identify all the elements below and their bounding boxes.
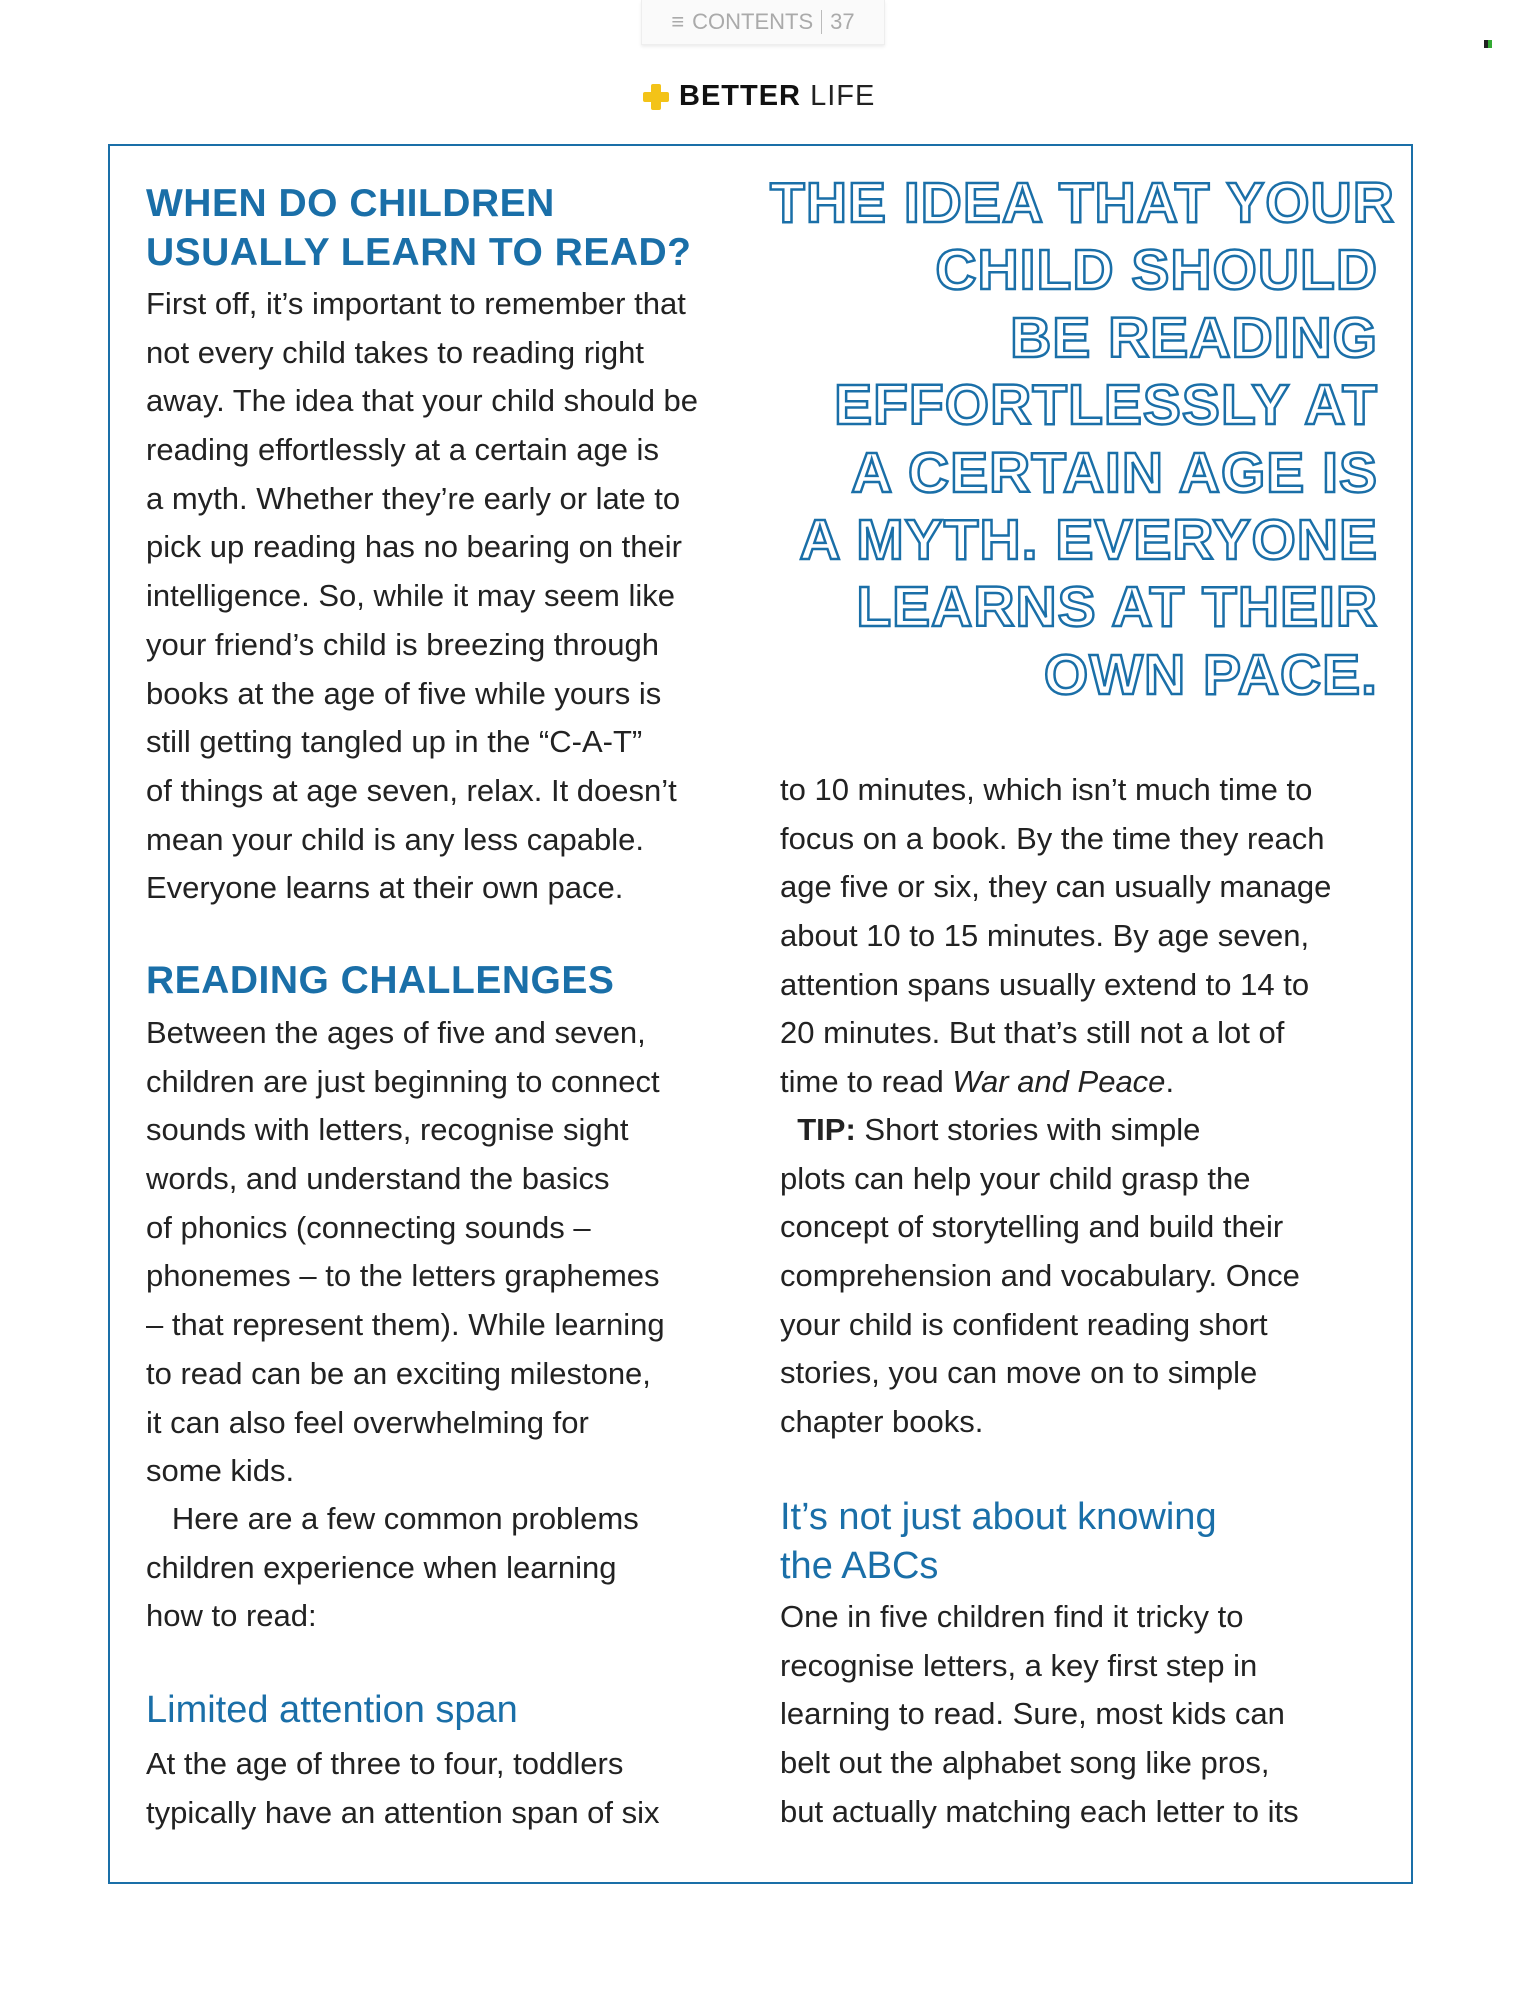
text-line: Here are a few common problems (146, 1501, 639, 1536)
text-line: sounds with letters, recognise sight (146, 1112, 629, 1148)
text-line: READING CHALLENGES (146, 959, 615, 1002)
text-line: plots can help your child grasp the (780, 1160, 1251, 1196)
text-segment: time to read (780, 1064, 953, 1100)
text-line: OWN PACE. (1043, 642, 1378, 707)
text-line: stories, you can move on to simple (780, 1355, 1258, 1391)
text-line: LEARNS AT THEIR (856, 575, 1378, 640)
text-line: it can also feel overwhelming for (146, 1404, 589, 1440)
contents-label: CONTENTS (692, 9, 814, 34)
page-number: 37 (830, 9, 855, 34)
text-line: to 10 minutes, which isn’t much time to (780, 772, 1313, 807)
text-line: typically have an attention span of six (146, 1794, 660, 1830)
text-segment (780, 1112, 797, 1147)
text-line: a myth. Whether they’re early or late to (146, 480, 681, 516)
text-line: It’s not just about knowing (780, 1496, 1217, 1538)
text-line: focus on a book. By the time they reach (780, 820, 1325, 856)
text-line: of things at age seven, relax. It doesn’t (146, 772, 677, 808)
book-title: War and Peace (952, 1064, 1166, 1100)
section-title (643, 80, 875, 113)
text-line: about 10 to 15 minutes. By age seven, (780, 918, 1310, 954)
text-line (780, 1058, 1331, 1107)
text-line: BE READING (1010, 305, 1378, 370)
paragraph (146, 1740, 660, 1837)
text-line: the ABCs (780, 1544, 939, 1587)
paragraph (780, 766, 1331, 1107)
subheading-abcs (780, 1493, 1217, 1590)
text-line: intelligence. So, while it may seem like (146, 578, 675, 614)
text-line: but actually matching each letter to its (780, 1793, 1299, 1829)
corner-marker (1484, 40, 1492, 48)
text-line: recognise letters, a key first step in (780, 1647, 1258, 1683)
text-line: WHEN DO CHILDREN (146, 182, 555, 225)
text-line: chapter books. (780, 1404, 984, 1440)
text-line: THE IDEA THAT YOUR (770, 171, 1395, 235)
text-line: One in five children find it tricky to (780, 1599, 1244, 1634)
text-line: pick up reading has no bearing on their (146, 529, 682, 565)
text-line: First off, it’s important to remember that (146, 286, 686, 321)
text-line (780, 1106, 1300, 1155)
text-line: some kids. (146, 1453, 295, 1489)
text-line: Limited attention span (146, 1689, 518, 1731)
text-line: A MYTH. EVERYONE (799, 507, 1378, 572)
divider (821, 10, 822, 34)
text-segment: Short stories with simple (855, 1112, 1201, 1147)
text-line: to read can be an exciting milestone, (146, 1355, 651, 1391)
text-line: away. The idea that your child should be (146, 383, 699, 419)
text-line: children experience when learning (146, 1549, 617, 1585)
text-line: words, and understand the basics (146, 1161, 610, 1197)
text-line: USUALLY LEARN TO READ? (146, 230, 692, 274)
text-line: A CERTAIN AGE IS (851, 440, 1378, 505)
tip-paragraph (780, 1106, 1300, 1447)
text-line: belt out the alphabet song like pros, (780, 1745, 1270, 1781)
plus-icon (643, 84, 669, 110)
subheading-limited-attention (146, 1686, 518, 1735)
text-line: Everyone learns at their own pace. (146, 870, 624, 906)
pull-quote (770, 170, 1395, 709)
text-line: concept of storytelling and build their (780, 1209, 1284, 1245)
paragraph (780, 1593, 1299, 1836)
text-line: At the age of three to four, toddlers (146, 1746, 624, 1781)
text-line: still getting tangled up in the “C-A-T” (146, 724, 643, 760)
heading-reading-challenges (146, 957, 614, 1006)
text-line: learning to read. Sure, most kids can (780, 1696, 1285, 1732)
heading-when-do-children (146, 180, 692, 277)
tip-label: TIP: (797, 1112, 856, 1147)
text-line: CHILD SHOULD (935, 238, 1378, 303)
text-line: – that represent them). While learning (146, 1307, 665, 1343)
text-line: comprehension and vocabulary. Once (780, 1258, 1300, 1294)
menu-icon: ≡ (671, 9, 685, 34)
text-line: children are just beginning to connect (146, 1063, 660, 1099)
text-line: Between the ages of five and seven, (146, 1015, 646, 1050)
section-light: LIFE (810, 80, 876, 112)
text-segment: . (1165, 1064, 1175, 1100)
text-line: how to read: (146, 1598, 317, 1634)
contents-button[interactable] (641, 0, 885, 45)
text-line: books at the age of five while yours is (146, 675, 662, 711)
text-line: of phonics (connecting sounds – (146, 1209, 591, 1245)
text-line: attention spans usually extend to 14 to (780, 966, 1310, 1002)
text-line: your child is confident reading short (780, 1306, 1268, 1342)
text-line: phonemes – to the letters graphemes (146, 1258, 660, 1294)
text-line: reading effortlessly at a certain age is (146, 432, 659, 468)
text-line: 20 minutes. But that’s still not a lot of (780, 1015, 1285, 1051)
text-line: your friend’s child is breezing through (146, 626, 659, 662)
section-bold: BETTER (679, 80, 801, 112)
text-line: not every child takes to reading right (146, 334, 644, 370)
text-line: age five or six, they can usually manage (780, 869, 1332, 905)
paragraph (146, 1009, 665, 1496)
text-line: mean your child is any less capable. (146, 821, 644, 857)
paragraph (146, 280, 698, 913)
paragraph (146, 1495, 639, 1641)
text-line: EFFORTLESSLY AT (834, 373, 1378, 438)
